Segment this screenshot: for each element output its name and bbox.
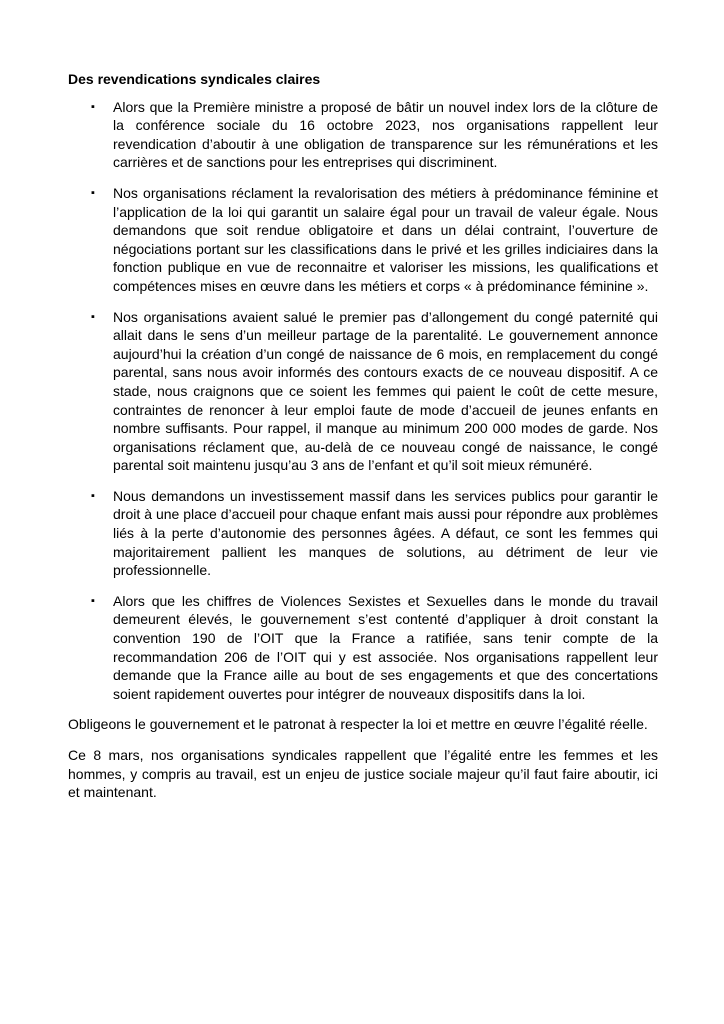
list-item [68, 184, 658, 296]
closing-paragraph-2: Ce 8 mars, nos organisations syndicales rappellent que l’égalité entre les femmes et les hommes, y compris au travail, est un enjeu de justice sociale majeur qu’il faut faire aboutir, ici et maintenant. [68, 747, 658, 801]
list-item [68, 487, 658, 580]
square-bullet-icon: ▪ [91, 310, 95, 323]
list-item-text: Nous demandons un investissement massif dans les services publics pour garantir le droit à une place d’accueil pour chaque enfant mais aussi pour répondre aux problèmes liés à la perte d’autonomie des personnes âgées. A défaut, ce sont les femmes qui majoritairement pallient les manques de solutions, au détriment de leur vie professionnelle. [113, 487, 658, 579]
document-heading: Des revendications syndicales claires [68, 71, 321, 87]
list-item [68, 308, 658, 475]
closing-paragraph-1: Obligeons le gouvernement et le patronat à respecter la loi et mettre en œuvre l’égalité réelle. [68, 716, 648, 733]
square-bullet-icon: ▪ [91, 594, 95, 607]
list-item-text: Alors que la Première ministre a proposé de bâtir un nouvel index lors de la clôture de la conférence sociale du 16 octobre 2023, nos organisations rappellent leur revendication d’aboutir à une obligation de transparence sur les rémunérations et les carrières et de sanctions pour les entreprises qui discriminent. [113, 98, 658, 171]
list-item [68, 592, 658, 704]
square-bullet-icon: ▪ [91, 186, 95, 199]
list-item-text: Nos organisations avaient salué le premier pas d’allongement du congé paternité qui allait dans le sens d’un meilleur partage de la parentalité. Le gouvernement annonce aujourd’hui la création d’un congé de naissance de 6 mois, en remplacement du congé parental, sans nous avoir informés des contours exacts de ce nouveau dispositif. A ce stade, nous craignons que ce soient les femmes qui paient le coût de cette mesure, contraintes de renoncer à leur emploi faute de mode d’accueil de jeunes enfants en nombre suffisants. Pour rappel, il manque au minimum 200 000 modes de garde. Nos organisations réclament que, au-delà de ce nouveau congé de naissance, le congé parental soit maintenu jusqu’au 3 ans de l’enfant et qu’il soit mieux rémunéré. [113, 308, 658, 474]
square-bullet-icon: ▪ [91, 100, 95, 113]
square-bullet-icon: ▪ [91, 489, 95, 502]
list-item-text: Nos organisations réclament la revalorisation des métiers à prédominance féminine et l’application de la loi qui garantit un salaire égal pour un travail de valeur égale. Nous demandons que soit rendue obligatoire et dans un délai contraint, l’ouverture de négociations portant sur les classifications dans le privé et les grilles indiciaires dans la fonction publique en vue de reconnaitre et valoriser les missions, les qualifications et compétences mises en œuvre dans les métiers et corps « à prédominance féminine ». [113, 184, 658, 294]
bullet-list [68, 98, 658, 704]
list-item-text: Alors que les chiffres de Violences Sexistes et Sexuelles dans le monde du travail demeurent élevés, le gouvernement s’est contenté d’appliquer à droit constant la convention 190 de l’OIT que la France a ratifiée, sans tenir compte de la recommandation 206 de l’OIT qui y est associée. Nos organisations rappellent leur demande que la France aille au bout de ses engagements et que des concertations soient rapidement ouvertes pour intégrer de nouveaux dispositifs dans la loi. [113, 592, 658, 702]
list-item [68, 98, 658, 172]
